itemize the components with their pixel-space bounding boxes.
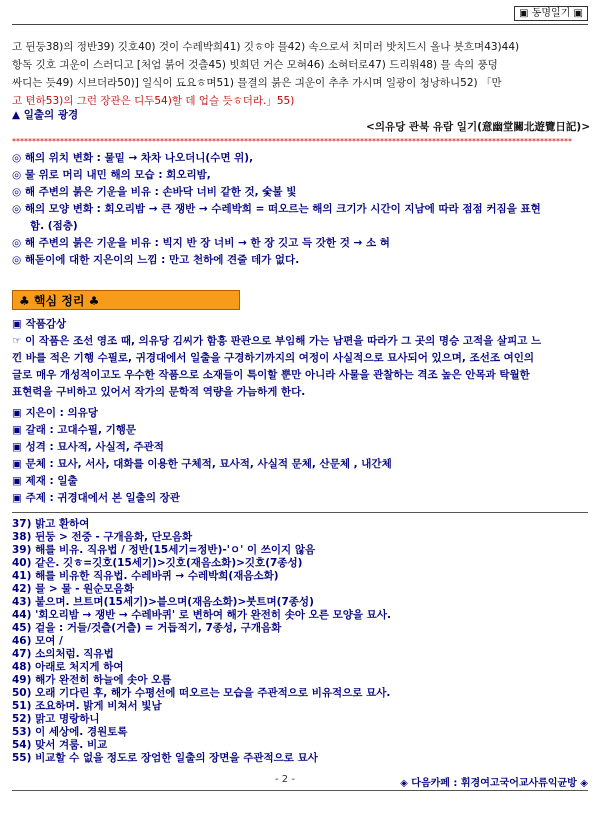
note-37: 37) 밝고 환하여 xyxy=(12,518,90,530)
summary-author: ▣ 지은이 : 의유당 xyxy=(12,407,98,419)
summary-style: ▣ 문체 : 묘사, 서사, 대화를 이용한 구체적, 묘사적, 사실적 문체, 산문체 , 내간체 xyxy=(12,458,392,470)
note-52: 52) 맑고 명랑하니 xyxy=(12,713,100,725)
star-divider: ******************************************************************************************************************************************** xyxy=(12,137,572,146)
note-49: 49) 해가 완전히 하늘에 솟아 오름 xyxy=(12,674,172,686)
note-43: 43) 붙으며. 브트며(15세기)>븥으며(재음소화)>붓트며(7종성) xyxy=(12,596,314,608)
appreciation-line-3: 글로 매우 개성적이고도 우수한 작품으로 소재들이 특이할 뿐만 아니라 사물을 관찰하는 격조 높은 안목과 탁월한 xyxy=(12,369,530,381)
note-41: 41) 해를 비유한 직유법. 수레바퀴 → 수레박희(재음소화) xyxy=(12,570,279,582)
intro-text-1: 고 뒨둥38)의 정반39) 깃호40) 것이 수레박희41) 깃ㅎ야 믈42) 속으로셔 치미러 밧치드시 올나 븟흐며43)44) xyxy=(12,41,520,53)
point-2: ◎ 물 위로 머리 내민 해의 모습 : 회오리밤, xyxy=(12,169,211,181)
point-3: ◎ 해 주변의 붉은 기운을 비유 : 손바닥 너비 같한 것, 숯불 빛 xyxy=(12,186,297,198)
intro-line-2 xyxy=(12,56,590,74)
summary-theme: ▣ 주제 : 귀경대에서 본 일출의 장관 xyxy=(12,492,180,504)
note-44: 44) '회오리밤 → 쟁반 → 수레바퀴' 로 변하여 해가 완전히 솟아 오른 모양을 묘사. xyxy=(12,609,391,621)
appreciation-line-1: ☞ 이 작품은 조선 영조 때, 의유당 김씨가 함흥 판관으로 부임해 가는 남편을 따라가 그 곳의 명승 고적을 살피고 느 xyxy=(12,335,542,347)
intro-text-2: 항독 깃호 긔운이 스러디고 [처엄 붉어 것츨45) 빗희던 거슨 모혀46) 소혀터로47) 드리워48) 믈 속의 풍덩 xyxy=(12,59,498,71)
note-54: 54) 맞서 겨룸. 비교 xyxy=(12,739,108,751)
note-50: 50) 오래 기다린 후, 해가 수평선에 떠오르는 모습을 주관적으로 비유적으로 묘사. xyxy=(12,687,391,699)
page-number: - 2 - xyxy=(275,774,295,785)
source-citation: <의유당 관북 유람 일기(意幽堂關北遊覽日記)> xyxy=(366,121,590,133)
note-47: 47) 소의처럼. 직유법 xyxy=(12,648,114,660)
appreciation-line-4: 표현력을 구비하고 있어서 작가의 문학적 역량을 가늠하게 한다. xyxy=(12,386,306,398)
intro-text-4: 고 텬하53)의 그런 장관은 디두54)할 데 업슬 듯ㅎ더라.」55) xyxy=(12,95,295,107)
note-39: 39) 해를 비유. 직유법 / 정반(15세기=정반)-'ㅇ' 이 쓰이지 않음 xyxy=(12,544,316,556)
intro-line-1 xyxy=(12,38,590,56)
header-rule xyxy=(12,24,588,25)
note-51: 51) 조요하며. 밝게 비쳐서 빛남 xyxy=(12,700,162,712)
core-summary-heading: ♣ 핵심 정리 ♣ xyxy=(12,290,240,310)
footer-cafe: ◈ 다음카페 : 휘경여고국어교사류익균방 ◈ xyxy=(400,778,588,789)
summary-genre: ▣ 갈래 : 고대수필, 기행문 xyxy=(12,424,137,436)
summary-subject: ▣ 제재 : 일출 xyxy=(12,475,78,487)
header-title: ▣ 동명일기 ▣ xyxy=(514,6,588,21)
note-42: 42) 믈 > 물 - 원순모음화 xyxy=(12,583,134,595)
note-40: 40) 같은. 깃ㅎ=깃호(15세기)>깃호(재음소화)>깃호(7종성) xyxy=(12,557,303,569)
point-5: ◎ 해 주변의 붉은 기운을 비유 : 빅지 반 장 너비 → 한 장 깃고 득 갓한 것 → 소 혀 xyxy=(12,237,390,249)
section-label: ▲ 일출의 광경 xyxy=(12,109,79,121)
note-38: 38) 뒨둥 > 전중 - 구개음화, 단모음화 xyxy=(12,531,193,543)
point-1: ◎ 해의 위치 변화 : 물밑 → 차차 나오더니(수면 위), xyxy=(12,152,254,164)
note-53: 53) 이 세상에. 경원토록 xyxy=(12,726,128,738)
notes-divider xyxy=(12,512,588,513)
footer-rule xyxy=(12,790,588,791)
point-6: ◎ 해돋이에 대한 지은이의 느낌 : 만고 천하에 견줄 데가 없다. xyxy=(12,254,300,266)
note-45: 45) 겉을 : 거들/것츨(거츨) = 거듭적기, 7종성, 구개음화 xyxy=(12,622,282,634)
point-4-cont: 함. (점층) xyxy=(30,220,78,232)
note-48: 48) 아래로 처지게 하여 xyxy=(12,661,124,673)
summary-character: ▣ 성격 : 묘사적, 사실적, 주관적 xyxy=(12,441,164,453)
note-46: 46) 모여 / xyxy=(12,635,63,647)
appreciation-label: ▣ 작품감상 xyxy=(12,318,67,330)
intro-line-3 xyxy=(12,74,590,92)
appreciation-line-2: 낀 바를 적은 기행 수필로, 귀경대에서 일출을 구경하기까지의 여정이 사실적으로 묘사되어 있으며, 조선조 여인의 xyxy=(12,352,535,364)
note-55: 55) 비교할 수 없을 정도로 장엄한 일출의 장면을 주관적으로 묘사 xyxy=(12,752,318,764)
intro-text-3: 싸디는 듯49) 시브더라50)] 일식이 됴요ㅎ며51) 믈결의 붉은 긔운이 추추 가시며 일광이 청낭하니52) 「만 xyxy=(12,77,502,89)
point-4: ◎ 해의 모양 변화 : 회오리밤 → 큰 쟁반 → 수레박희 = 떠오르는 해의 크기가 시간이 지남에 따라 점점 커짐을 표현 xyxy=(12,203,541,215)
